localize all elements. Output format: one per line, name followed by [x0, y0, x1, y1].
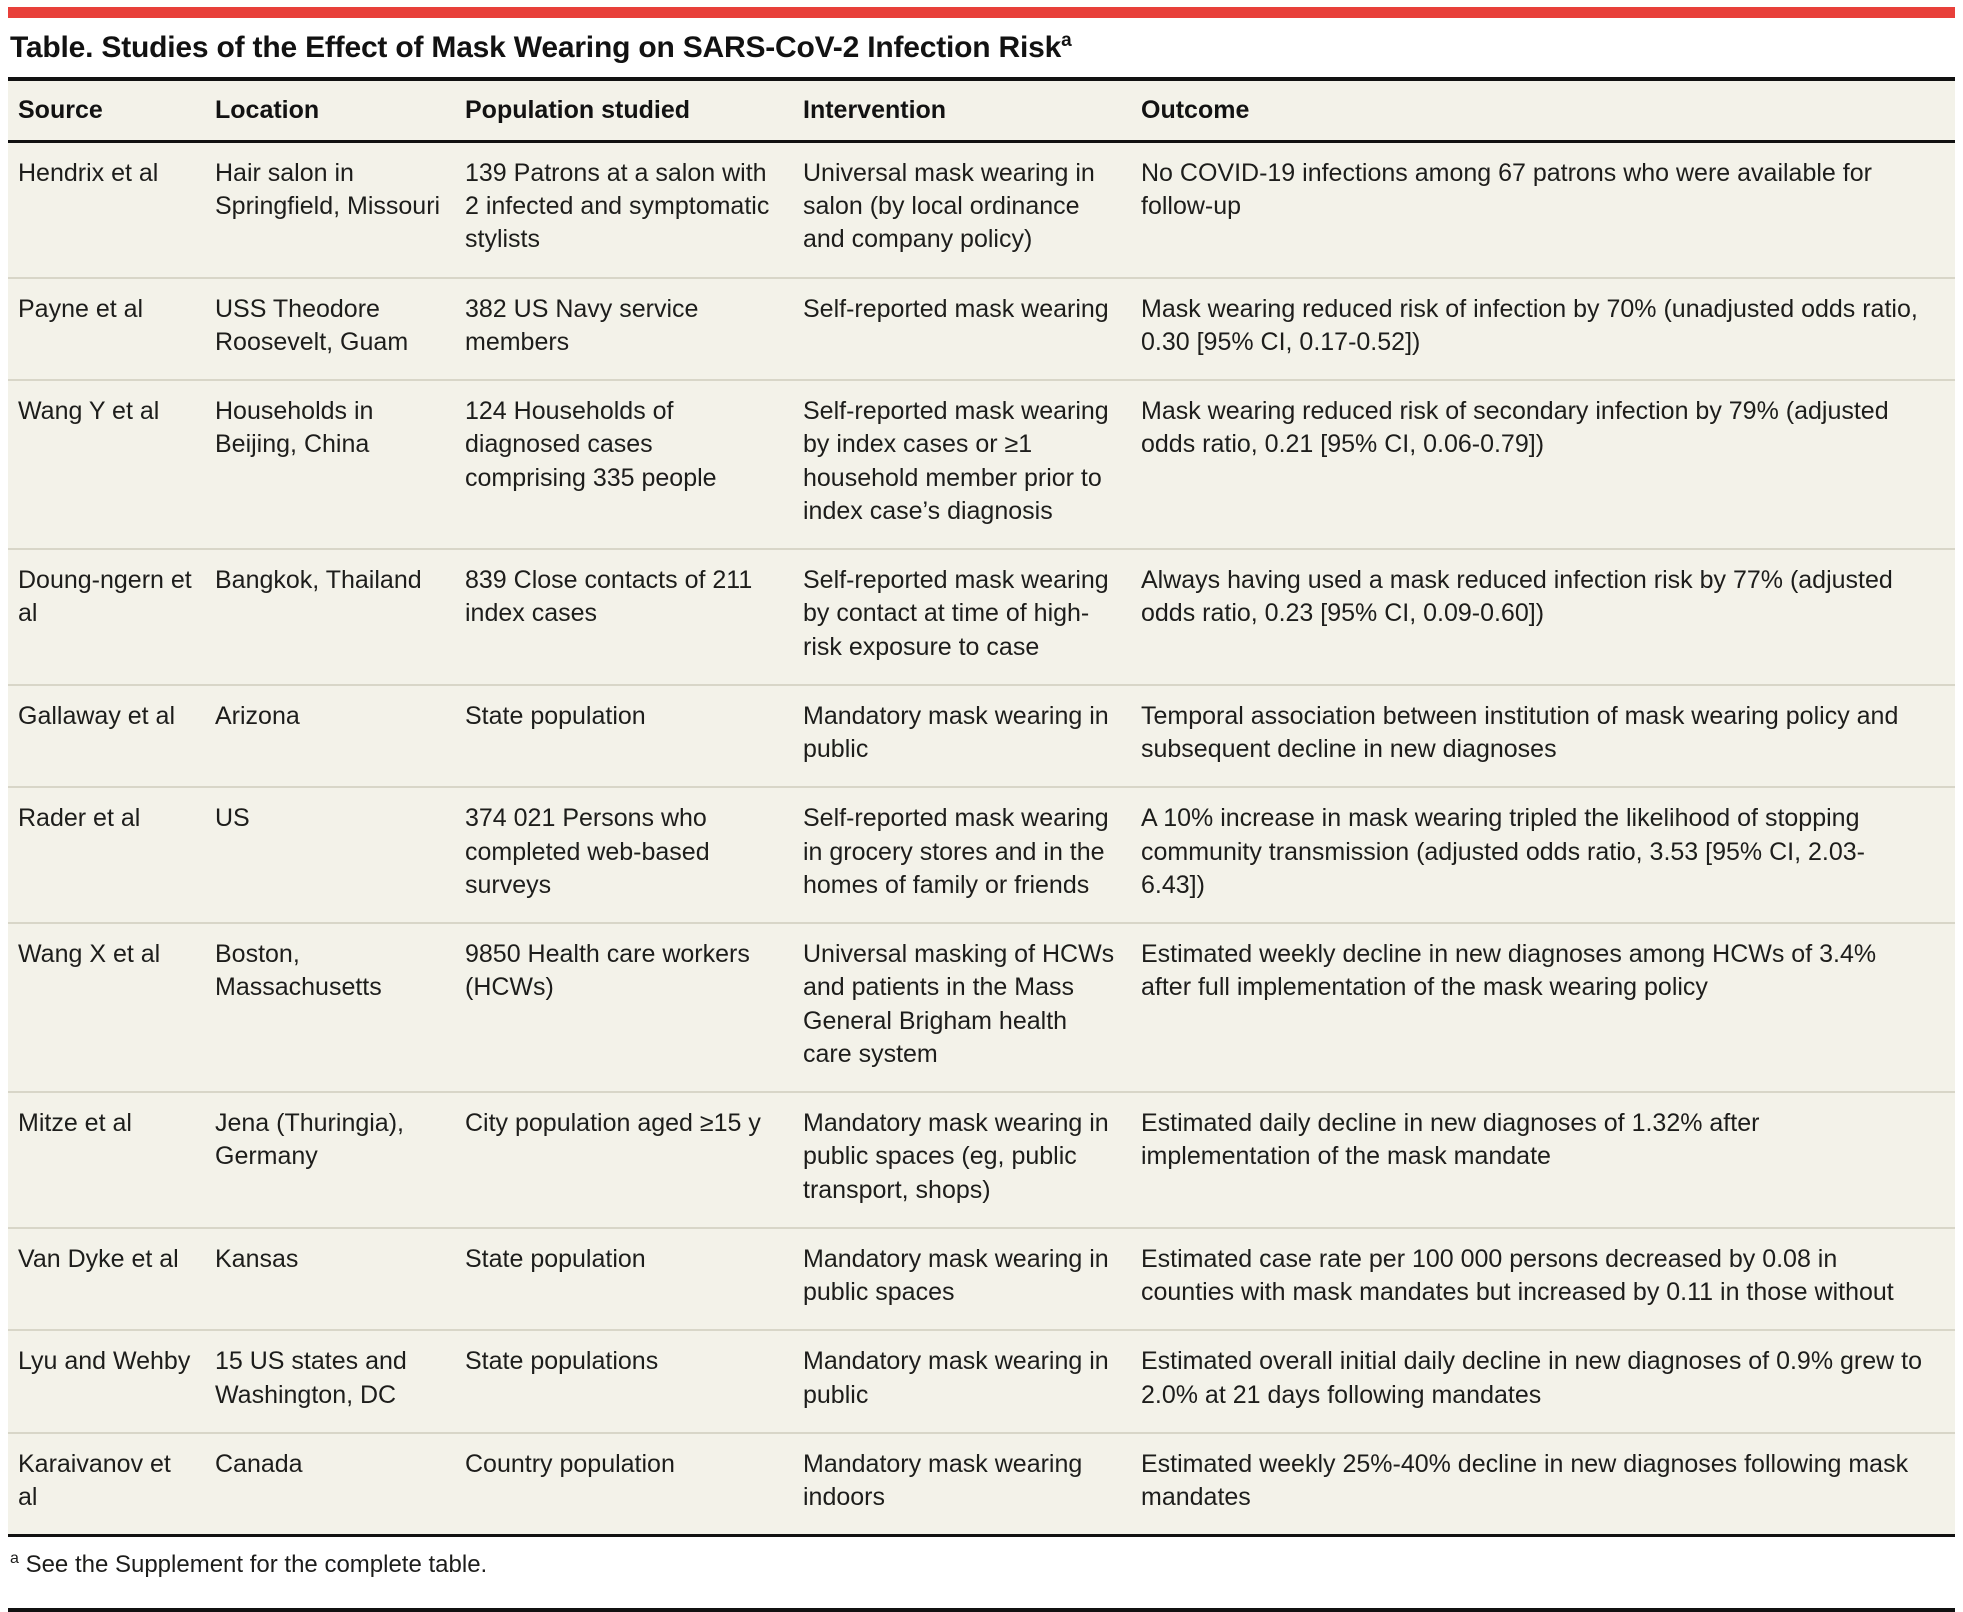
cell-source: Karaivanov et al: [18, 1449, 171, 1512]
table-row: [8, 1434, 1955, 1535]
cell-population: State populations: [465, 1347, 659, 1376]
figure-bottom-rule: [8, 1608, 1955, 1612]
footnote-marker: a: [10, 1550, 19, 1568]
footnote-text: See the Supplement for the complete table.: [25, 1551, 488, 1579]
cell-outcome: Mask wearing reduced risk of secondary infection by 79% (adjusted odds ratio, 0.21 [95% CI, 0.06-0.79]): [1141, 397, 1889, 459]
cell-outcome: Estimated weekly decline in new diagnoses among HCWs of 3.4% after full implementation of the mask wearing policy: [1141, 940, 1877, 1002]
cell-source: Payne et al: [18, 294, 144, 323]
footnote: [0, 1537, 1963, 1590]
cell-intervention: Mandatory mask wearing in public spaces (eg, public transport, shops): [803, 1109, 1109, 1204]
cell-location: Jena (Thuringia), Germany: [215, 1109, 404, 1171]
cell-population: 839 Close contacts of 211 index cases: [465, 566, 753, 628]
cell-source: Hendrix et al: [18, 158, 159, 187]
table-row: [8, 381, 1955, 548]
table-row: [8, 1229, 1955, 1330]
cell-source: Doung-ngern et al: [18, 566, 192, 628]
table-row: [8, 279, 1955, 380]
cell-outcome: Temporal association between institution of mask wearing policy and subsequent decline in new diagnoses: [1141, 701, 1899, 764]
cell-source: Wang Y et al: [18, 397, 160, 426]
table-row: [8, 924, 1955, 1091]
cell-source: Rader et al: [18, 804, 141, 833]
cell-intervention: Self-reported mask wearing by index cases or ≥1 household member prior to index case’s diagnosis: [803, 397, 1109, 525]
table-title: [0, 18, 1963, 77]
cell-source: Lyu and Wehby: [18, 1347, 191, 1376]
cell-intervention: Self-reported mask wearing: [803, 294, 1109, 323]
cell-outcome: Mask wearing reduced risk of infection by 70% (unadjusted odds ratio, 0.30 [95% CI, 0.17-0.52]): [1141, 294, 1918, 356]
cell-outcome: No COVID-19 infections among 67 patrons who were available for follow-up: [1141, 158, 1872, 221]
cell-location: Kansas: [215, 1244, 299, 1273]
column-header-location: Location: [215, 95, 320, 124]
table-row: [8, 686, 1955, 787]
table-title-text: Table. Studies of the Effect of Mask Wearing on SARS-CoV-2 Infection Risk: [10, 31, 1062, 64]
cell-outcome: Estimated case rate per 100 000 persons decreased by 0.08 in counties with mask mandates but increased by 0.11 in those without: [1141, 1244, 1894, 1307]
cell-location: Hair salon in Springfield, Missouri: [215, 158, 441, 221]
table-row: [8, 550, 1955, 684]
cell-population: State population: [465, 701, 646, 730]
cell-intervention: Mandatory mask wearing indoors: [803, 1449, 1083, 1512]
column-header-outcome: Outcome: [1141, 95, 1250, 124]
table-body: [8, 81, 1955, 1535]
cell-location: Bangkok, Thailand: [215, 566, 422, 595]
cell-intervention: Universal masking of HCWs and patients in the Mass General Brigham health care system: [803, 940, 1115, 1068]
cell-location: 15 US states and Washington, DC: [215, 1347, 407, 1409]
cell-location: Households in Beijing, China: [215, 397, 374, 459]
table-row: [8, 1331, 1955, 1432]
column-header-intervention: Intervention: [803, 95, 947, 124]
table-title-footnote-marker: a: [1061, 30, 1072, 51]
cell-intervention: Mandatory mask wearing in public: [803, 1347, 1109, 1409]
cell-intervention: Mandatory mask wearing in public: [803, 701, 1109, 764]
column-header-population: Population studied: [465, 95, 690, 124]
table-row: [8, 143, 1955, 277]
cell-source: Wang X et al: [18, 940, 161, 969]
cell-location: USS Theodore Roosevelt, Guam: [215, 294, 409, 356]
cell-population: 139 Patrons at a salon with 2 infected and symptomatic stylists: [465, 158, 770, 254]
cell-intervention: Self-reported mask wearing by contact at time of high-risk exposure to case: [803, 566, 1109, 661]
cell-population: 382 US Navy service members: [465, 294, 699, 356]
cell-source: Gallaway et al: [18, 701, 176, 730]
cell-population: 124 Households of diagnosed cases comprising 335 people: [465, 397, 717, 492]
cell-population: 9850 Health care workers (HCWs): [465, 940, 750, 1002]
cell-source: Van Dyke et al: [18, 1244, 179, 1273]
cell-location: Boston, Massachusetts: [215, 940, 382, 1002]
cell-outcome: Estimated overall initial daily decline in new diagnoses of 0.9% grew to 2.0% at 21 days following mandates: [1141, 1347, 1922, 1409]
cell-intervention: Mandatory mask wearing in public spaces: [803, 1244, 1109, 1307]
column-header-source: Source: [18, 95, 103, 124]
table-header-row: [8, 81, 1955, 140]
cell-population: City population aged ≥15 y: [465, 1109, 761, 1138]
cell-population: 374 021 Persons who completed web-based surveys: [465, 804, 710, 899]
table-figure: [0, 7, 1963, 1612]
cell-population: Country population: [465, 1449, 675, 1478]
cell-outcome: Always having used a mask reduced infection risk by 77% (adjusted odds ratio, 0.23 [95% CI, 0.09-0.60]): [1141, 566, 1893, 628]
cell-intervention: Universal mask wearing in salon (by local ordinance and company policy): [803, 158, 1095, 254]
cell-location: US: [215, 804, 250, 833]
table-row: [8, 1093, 1955, 1227]
cell-outcome: Estimated daily decline in new diagnoses of 1.32% after implementation of the mask mandate: [1141, 1109, 1760, 1171]
cell-location: Canada: [215, 1449, 303, 1478]
table-row: [8, 788, 1955, 922]
cell-location: Arizona: [215, 701, 300, 730]
cell-population: State population: [465, 1244, 646, 1273]
cell-source: Mitze et al: [18, 1109, 132, 1138]
top-accent-bar: [8, 7, 1955, 18]
cell-outcome: A 10% increase in mask wearing tripled the likelihood of stopping community transmission (adjusted odds ratio, 3.53 [95% CI, 2.03-6.43]): [1141, 804, 1865, 899]
cell-outcome: Estimated weekly 25%-40% decline in new diagnoses following mask mandates: [1141, 1449, 1909, 1512]
cell-intervention: Self-reported mask wearing in grocery stores and in the homes of family or friends: [803, 804, 1109, 899]
